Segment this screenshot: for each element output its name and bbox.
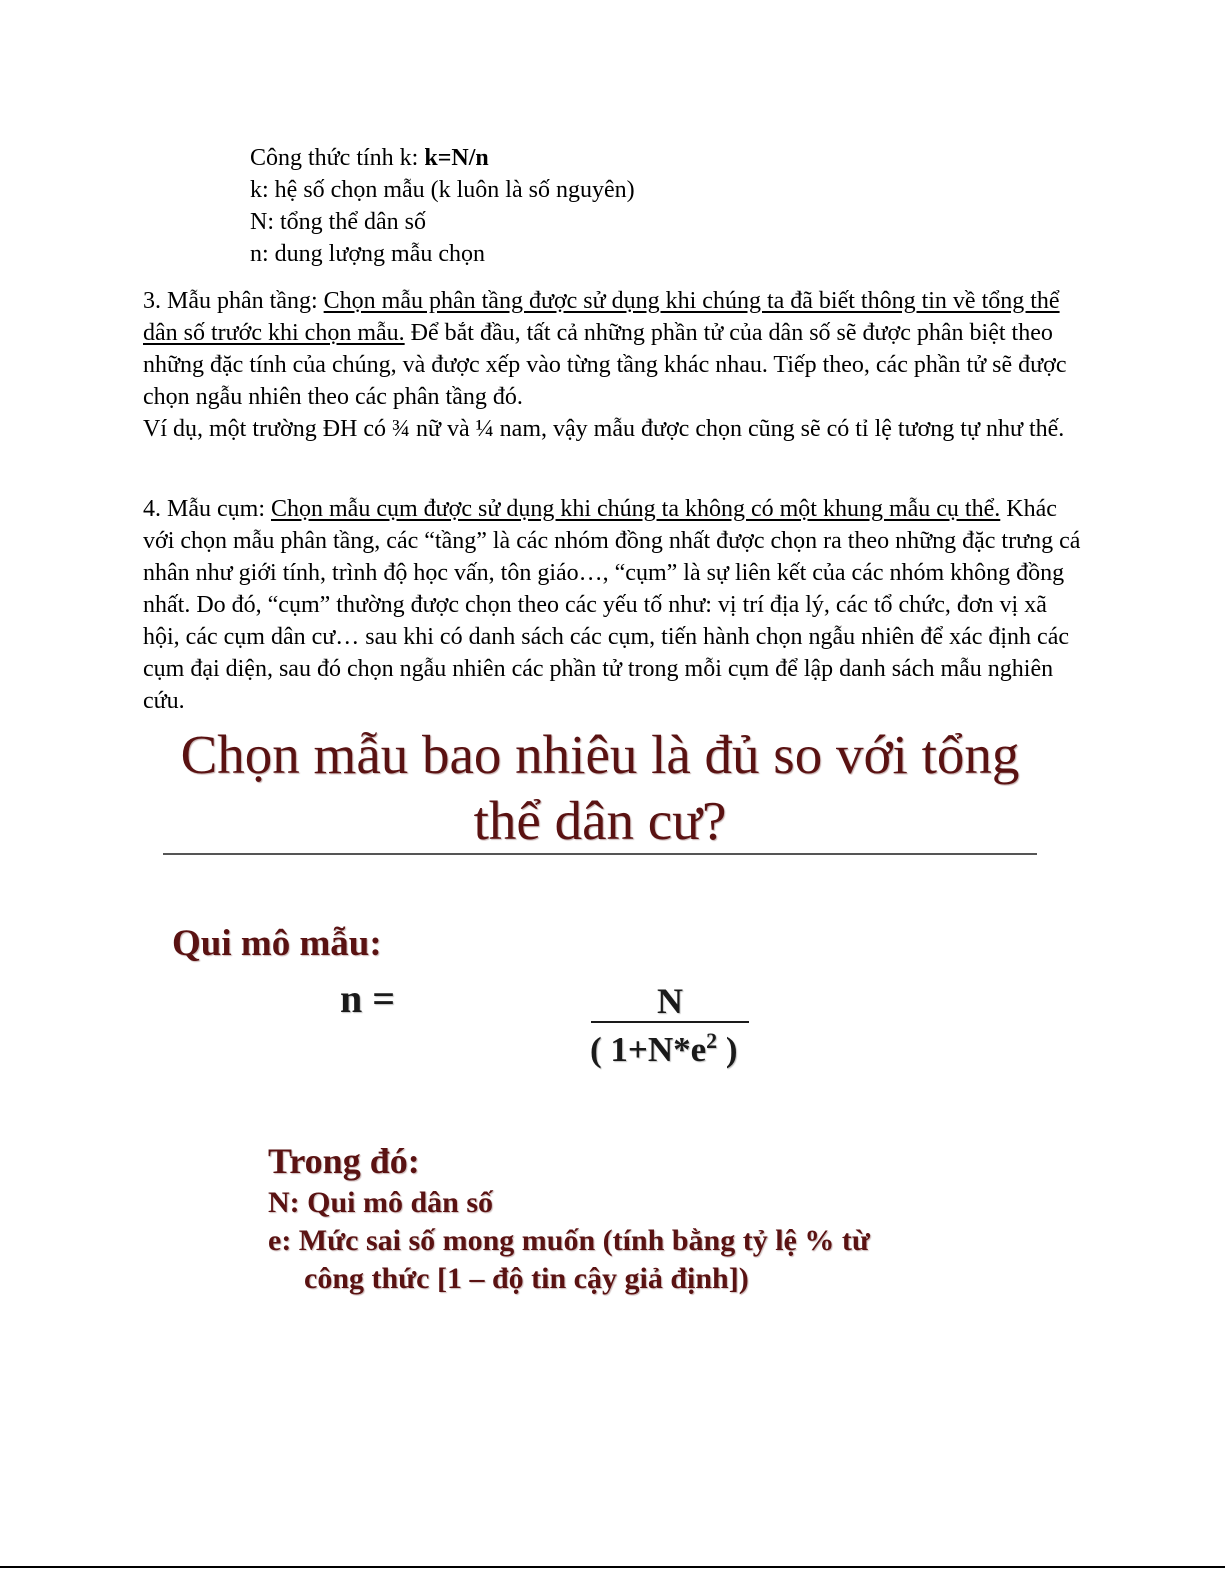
N-definition: N: tổng thể dân số	[250, 209, 426, 235]
def-e-line1: e: Mức sai số mong muốn (tính bằng tỷ lệ % từ	[268, 1224, 870, 1257]
section-stratified-sampling	[143, 285, 1083, 445]
def-e-line2: công thức [1 – độ tin cậy giả định])	[304, 1262, 749, 1295]
formula-lhs: n =	[340, 976, 396, 1021]
sample-size-heading: Qui mô mẫu:	[172, 923, 382, 964]
page-bottom-border	[0, 1566, 1225, 1568]
def-N: N: Qui mô dân số	[268, 1186, 494, 1219]
k-definition: k: hệ số chọn mẫu (k luôn là số nguyên)	[250, 177, 635, 203]
slide-title-divider	[163, 853, 1037, 855]
stratified-lead: 3. Mẫu phân tầng:	[143, 288, 324, 314]
stratified-paragraph	[143, 285, 1083, 413]
slide-title	[160, 722, 1040, 854]
cluster-paragraph	[143, 493, 1083, 717]
k-formula-list	[250, 142, 635, 270]
slide-title-line2: thể dân cư?	[473, 790, 727, 851]
formula-numerator: N	[657, 981, 683, 1021]
cluster-lead: 4. Mẫu cụm:	[143, 496, 271, 522]
formula-fraction-bar	[591, 1021, 749, 1023]
section-cluster-sampling	[143, 493, 1083, 717]
k-formula: k=N/n	[424, 145, 489, 171]
stratified-example: Ví dụ, một trường ĐH có ¾ nữ và ¼ nam, vậy mẫu được chọn cũng sẽ có tỉ lệ tương tự như thế.	[143, 416, 1065, 442]
k-formula-label: Công thức tính k:	[250, 145, 425, 171]
denominator-exponent: 2	[706, 1028, 718, 1053]
cluster-body: Khác với chọn mẫu phân tầng, các “tầng” là các nhóm đồng nhất được chọn ra theo những đặc trưng cá nhân như giới tính, trình độ học vấn, tôn giáo…, “cụm” là sự liên kết của các nhóm không đồng nhất. Do đó, “cụm” thường được chọn theo các yếu tố như: vị trí địa lý, các tổ chức, đơn vị xã hội, các cụm dân cư… sau khi có danh sách các cụm, tiến hành chọn ngẫu nhiên để xác định các cụm đại diện, sau đó chọn ngẫu nhiên các phần tử trong mỗi cụm để lập danh sách mẫu nghiên cứu.	[143, 496, 1081, 714]
denominator-prefix: ( 1+N*e	[590, 1030, 707, 1069]
k-formula-line	[250, 142, 635, 174]
stratified-definition: Chọn mẫu phân tầng được sử dụng khi chúng ta đã biết thông tin về tổng thể dân số trước khi chọn mẫu.	[143, 288, 1060, 346]
formula-definitions	[268, 1184, 870, 1298]
slide-title-line1: Chọn mẫu bao nhiêu là đủ so với tổng	[180, 724, 1020, 785]
stratified-body: Để bắt đầu, tất cả những phần tử của dân số sẽ được phân biệt theo những đặc tính của chúng, và được xếp vào từng tầng khác nhau. Tiếp theo, các phần tử sẽ được chọn ngẫu nhiên theo các phân tầng đó.	[143, 320, 1067, 410]
denominator-suffix: )	[717, 1030, 738, 1069]
where-heading: Trong đó:	[268, 1141, 420, 1181]
cluster-definition: Chọn mẫu cụm được sử dụng khi chúng ta không có một khung mẫu cụ thể.	[270, 496, 1001, 522]
formula-denominator	[590, 1028, 738, 1070]
n-definition: n: dung lượng mẫu chọn	[250, 241, 486, 267]
